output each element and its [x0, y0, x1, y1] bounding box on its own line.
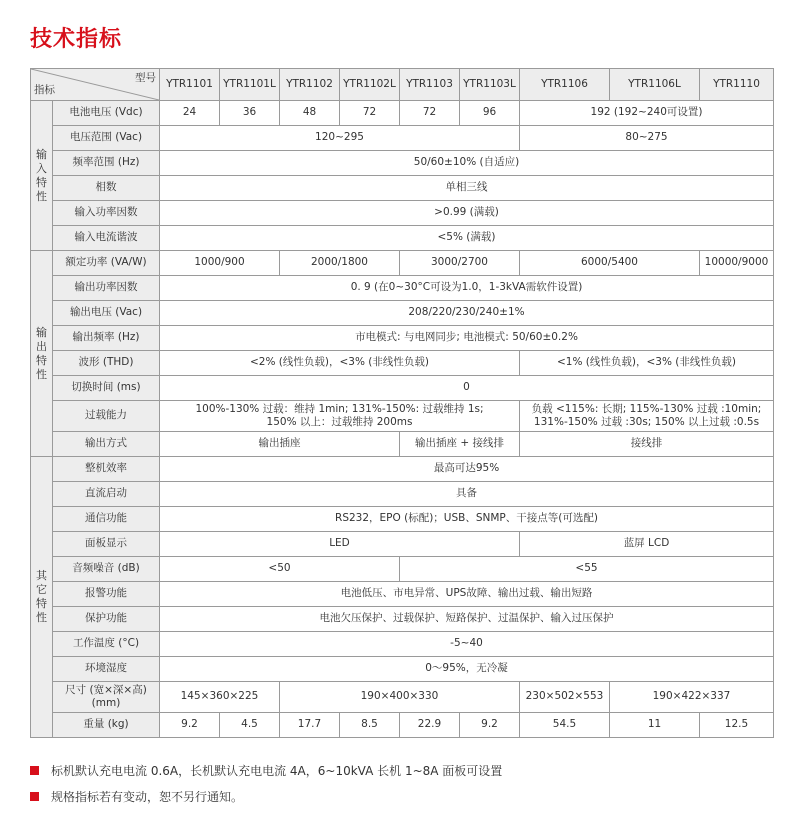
- table-cell: <55: [400, 557, 774, 582]
- table-cell: 最高可达95%: [160, 457, 774, 482]
- row-label: 输出方式: [53, 432, 160, 457]
- table-header-row: [31, 69, 774, 101]
- row-label: 相数: [53, 176, 160, 201]
- table-row: [31, 482, 774, 507]
- spec-table: [30, 68, 774, 738]
- row-label: 面板显示: [53, 532, 160, 557]
- table-cell: LED: [160, 532, 520, 557]
- footnote-text: 标机默认充电电流 0.6A，长机默认充电电流 4A，6~10kVA 长机 1~8A 面板可设置: [51, 763, 503, 778]
- table-cell: 0～95%，无冷凝: [160, 657, 774, 682]
- table-row: [31, 176, 774, 201]
- model-header: YTR1110: [700, 69, 774, 101]
- row-label: 通信功能: [53, 507, 160, 532]
- table-cell: 17.7: [280, 713, 340, 738]
- table-row: [31, 582, 774, 607]
- row-label: 输出频率 (Hz): [53, 326, 160, 351]
- row-label: 直流启动: [53, 482, 160, 507]
- table-row: [31, 657, 774, 682]
- table-cell: 1000/900: [160, 251, 280, 276]
- size-label: 尺寸 (宽×深×高): [65, 683, 147, 696]
- model-header: YTR1101L: [220, 69, 280, 101]
- table-row: [31, 101, 774, 126]
- row-label: 输入电流谐波: [53, 226, 160, 251]
- table-row: [31, 532, 774, 557]
- overload-line: 131%-150% 过载 :30s; 150% 以上过载 :0.5s: [533, 416, 760, 428]
- overload-line: 100%-130% 过载：维持 1min; 131%-150%: 过载维持 1s;: [195, 402, 484, 415]
- table-cell: 电池低压、市电异常、UPS故障、输出过载、输出短路: [160, 582, 774, 607]
- corner-model-label: 型号: [135, 72, 156, 84]
- table-cell: 36: [220, 101, 280, 126]
- table-cell: 具备: [160, 482, 774, 507]
- model-header: YTR1103L: [460, 69, 520, 101]
- footnote-text: 规格指标若有变动，恕不另行通知。: [51, 789, 244, 804]
- table-cell: 208/220/230/240±1%: [160, 301, 774, 326]
- row-label: 波形 (THD): [53, 351, 160, 376]
- table-cell: 192 (192~240可设置): [520, 101, 774, 126]
- table-cell: 145×360×225: [160, 682, 280, 713]
- table-cell: RS232，EPO (标配)；USB、SNMP、干接点等(可选配): [160, 507, 774, 532]
- table-cell: 120~295: [160, 126, 520, 151]
- row-label: 保护功能: [53, 607, 160, 632]
- table-cell: [160, 401, 520, 432]
- table-cell: <50: [160, 557, 400, 582]
- table-cell: 80~275: [520, 126, 774, 151]
- table-cell: 11: [610, 713, 700, 738]
- footnote: [30, 786, 502, 806]
- row-label: 报警功能: [53, 582, 160, 607]
- table-cell: 22.9: [400, 713, 460, 738]
- table-cell: 230×502×553: [520, 682, 610, 713]
- model-header: YTR1102L: [340, 69, 400, 101]
- table-cell: 96: [460, 101, 520, 126]
- group-label-output: 输出特性: [31, 251, 53, 457]
- table-row: [31, 557, 774, 582]
- model-header: YTR1101: [160, 69, 220, 101]
- table-row: [31, 226, 774, 251]
- table-row: [31, 457, 774, 482]
- row-label: 频率范围 (Hz): [53, 151, 160, 176]
- table-cell: 12.5: [700, 713, 774, 738]
- table-cell: 48: [280, 101, 340, 126]
- table-row: [31, 251, 774, 276]
- size-unit: (mm): [91, 697, 121, 709]
- bullet-square-icon: [30, 766, 39, 775]
- table-cell: 54.5: [520, 713, 610, 738]
- table-cell: 72: [340, 101, 400, 126]
- table-row: [31, 507, 774, 532]
- table-row: [31, 276, 774, 301]
- row-label: 过载能力: [53, 401, 160, 432]
- footnote: [30, 760, 502, 780]
- table-row: [31, 201, 774, 226]
- table-row: [31, 326, 774, 351]
- table-cell: 190×422×337: [610, 682, 774, 713]
- row-label: 电池电压 (Vdc): [53, 101, 160, 126]
- table-cell: 3000/2700: [400, 251, 520, 276]
- table-row: [31, 351, 774, 376]
- overload-line: 负载 <115%: 长期; 115%-130% 过载 :10min;: [531, 402, 762, 415]
- row-label: 整机效率: [53, 457, 160, 482]
- model-header: YTR1103: [400, 69, 460, 101]
- row-label: 工作温度 (°C): [53, 632, 160, 657]
- row-label: 额定功率 (VA/W): [53, 251, 160, 276]
- table-cell: 接线排: [520, 432, 774, 457]
- footnotes: [30, 760, 502, 812]
- row-label: 重量 (kg): [53, 713, 160, 738]
- table-cell: [520, 401, 774, 432]
- table-cell: 电池欠压保护、过载保护、短路保护、过温保护、输入过压保护: [160, 607, 774, 632]
- table-cell: 8.5: [340, 713, 400, 738]
- page-title: 技术指标: [30, 27, 123, 52]
- table-row: [31, 126, 774, 151]
- row-label: [53, 682, 160, 713]
- table-row: [31, 632, 774, 657]
- bullet-square-icon: [30, 792, 39, 801]
- row-label: 输出功率因数: [53, 276, 160, 301]
- group-label-input: 输入特性: [31, 101, 53, 251]
- table-cell: >0.99 (满载): [160, 201, 774, 226]
- row-label: 环境湿度: [53, 657, 160, 682]
- table-row: [31, 401, 774, 432]
- table-cell: 9.2: [160, 713, 220, 738]
- table-cell: 输出插座 + 接线排: [400, 432, 520, 457]
- table-cell: 24: [160, 101, 220, 126]
- table-cell: 蓝屏 LCD: [520, 532, 774, 557]
- table-cell: 市电模式: 与电网同步; 电池模式: 50/60±0.2%: [160, 326, 774, 351]
- corner-header-cell: [31, 69, 160, 101]
- table-row: [31, 682, 774, 713]
- row-label: 输入功率因数: [53, 201, 160, 226]
- table-row: [31, 376, 774, 401]
- table-cell: <1% (线性负载)，<3% (非线性负载): [520, 351, 774, 376]
- table-cell: 72: [400, 101, 460, 126]
- overload-line: 150% 以上：过载维持 200ms: [266, 416, 413, 428]
- table-cell: 4.5: [220, 713, 280, 738]
- table-cell: 0: [160, 376, 774, 401]
- table-row: [31, 301, 774, 326]
- table-cell: -5~40: [160, 632, 774, 657]
- row-label: 切换时间 (ms): [53, 376, 160, 401]
- row-label: 电压范围 (Vac): [53, 126, 160, 151]
- table-cell: 输出插座: [160, 432, 400, 457]
- table-cell: 190×400×330: [280, 682, 520, 713]
- corner-spec-label: 指标: [34, 83, 55, 96]
- table-cell: 0. 9 (在0~30°C可设为1.0，1-3kVA需软件设置): [160, 276, 774, 301]
- table-row: [31, 432, 774, 457]
- table-cell: 单相三线: [160, 176, 774, 201]
- group-label-other: 其它特性: [31, 457, 53, 738]
- table-cell: 10000/9000: [700, 251, 774, 276]
- model-header: YTR1106L: [610, 69, 700, 101]
- table-cell: 2000/1800: [280, 251, 400, 276]
- table-row: [31, 151, 774, 176]
- table-cell: 9.2: [460, 713, 520, 738]
- table-cell: <5% (满载): [160, 226, 774, 251]
- table-cell: <2% (线性负载)，<3% (非线性负载): [160, 351, 520, 376]
- table-cell: 6000/5400: [520, 251, 700, 276]
- row-label: 输出电压 (Vac): [53, 301, 160, 326]
- table-cell: 50/60±10% (自适应): [160, 151, 774, 176]
- table-row: [31, 713, 774, 738]
- model-header: YTR1102: [280, 69, 340, 101]
- table-row: [31, 607, 774, 632]
- model-header: YTR1106: [520, 69, 610, 101]
- row-label: 音频噪音 (dB): [53, 557, 160, 582]
